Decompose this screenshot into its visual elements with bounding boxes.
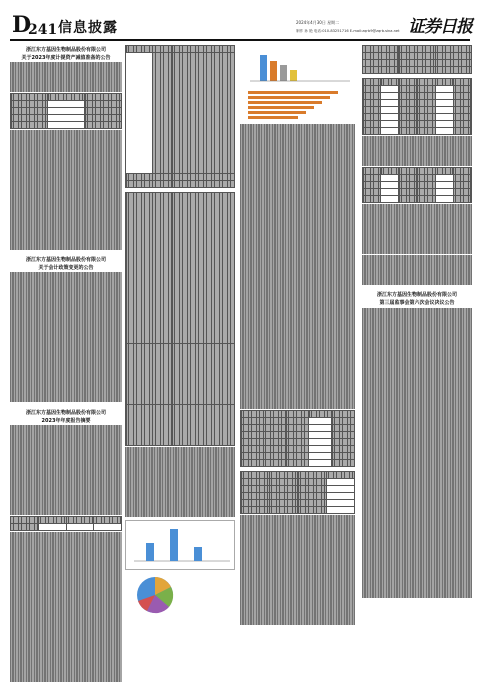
newspaper-logo: 证券日报 (408, 17, 472, 37)
text-block (240, 515, 355, 625)
bar (248, 116, 298, 119)
column-3 (240, 45, 355, 693)
data-table (362, 45, 472, 74)
masthead (0, 0, 484, 42)
bar (248, 101, 322, 104)
text-block (10, 62, 122, 92)
text-block (125, 447, 235, 517)
bar (170, 529, 178, 561)
masthead-rule (10, 39, 470, 41)
bar (248, 96, 330, 99)
bar (290, 70, 297, 81)
pie-chart-svg (125, 573, 233, 617)
text-block (362, 136, 472, 166)
section-title: 信息披露 (58, 20, 118, 36)
bar-chart (125, 520, 235, 570)
page-letter: D (12, 12, 32, 38)
text-block (10, 130, 122, 250)
hbar-chart-svg (240, 89, 355, 123)
text-block (10, 425, 122, 515)
data-table (125, 45, 235, 188)
data-table (10, 93, 122, 129)
horizontal-bar-chart (240, 89, 355, 123)
pie-chart (125, 573, 235, 617)
bar (248, 91, 338, 94)
text-block (10, 532, 122, 682)
dateline: 2024年4月30日 星期二 (296, 20, 340, 25)
headline-3-sub: 2023年年度报告摘要 (41, 417, 91, 424)
bar (248, 111, 306, 114)
bar (260, 55, 267, 81)
text-block (362, 255, 472, 285)
bar-chart-svg (126, 521, 234, 567)
headline-3: 浙江东方基因生物制品股份有限公司 (25, 409, 106, 416)
headline-4-sub: 第三届监事会第六次会议决议公告 (379, 300, 455, 307)
bar (146, 543, 154, 561)
bar-chart-svg (240, 45, 355, 89)
text-block (10, 272, 122, 402)
data-table (125, 192, 235, 446)
headline-2: 浙江东方基因生物制品股份有限公司 (25, 257, 106, 264)
data-table (240, 410, 355, 467)
data-table (10, 516, 122, 531)
page-number: 241 (28, 22, 58, 38)
bar (270, 61, 277, 81)
headline-4: 浙江东方基因生物制品股份有限公司 (376, 292, 457, 299)
column-4 (362, 45, 472, 693)
bar (194, 547, 202, 561)
headline-2-sub: 关于会计政策变更的公告 (38, 265, 94, 272)
bar (248, 106, 314, 109)
text-block (240, 124, 355, 409)
headline-1: 浙江东方基因生物制品股份有限公司 (25, 47, 106, 53)
bar-chart (240, 45, 355, 89)
bar (280, 65, 287, 81)
headline-1-sub: 关于2023年度计提资产减值准备的公告 (21, 55, 111, 61)
text-block (362, 308, 472, 598)
data-table (240, 471, 355, 514)
data-table (362, 78, 472, 135)
data-table (362, 167, 472, 203)
column-2 (125, 45, 235, 693)
column-1 (10, 45, 122, 693)
text-block (362, 204, 472, 254)
contact-line: 制作 孙 艳 电话:010-83251716 E-mail:zqrb9@zqrb.sina.net (296, 29, 400, 33)
